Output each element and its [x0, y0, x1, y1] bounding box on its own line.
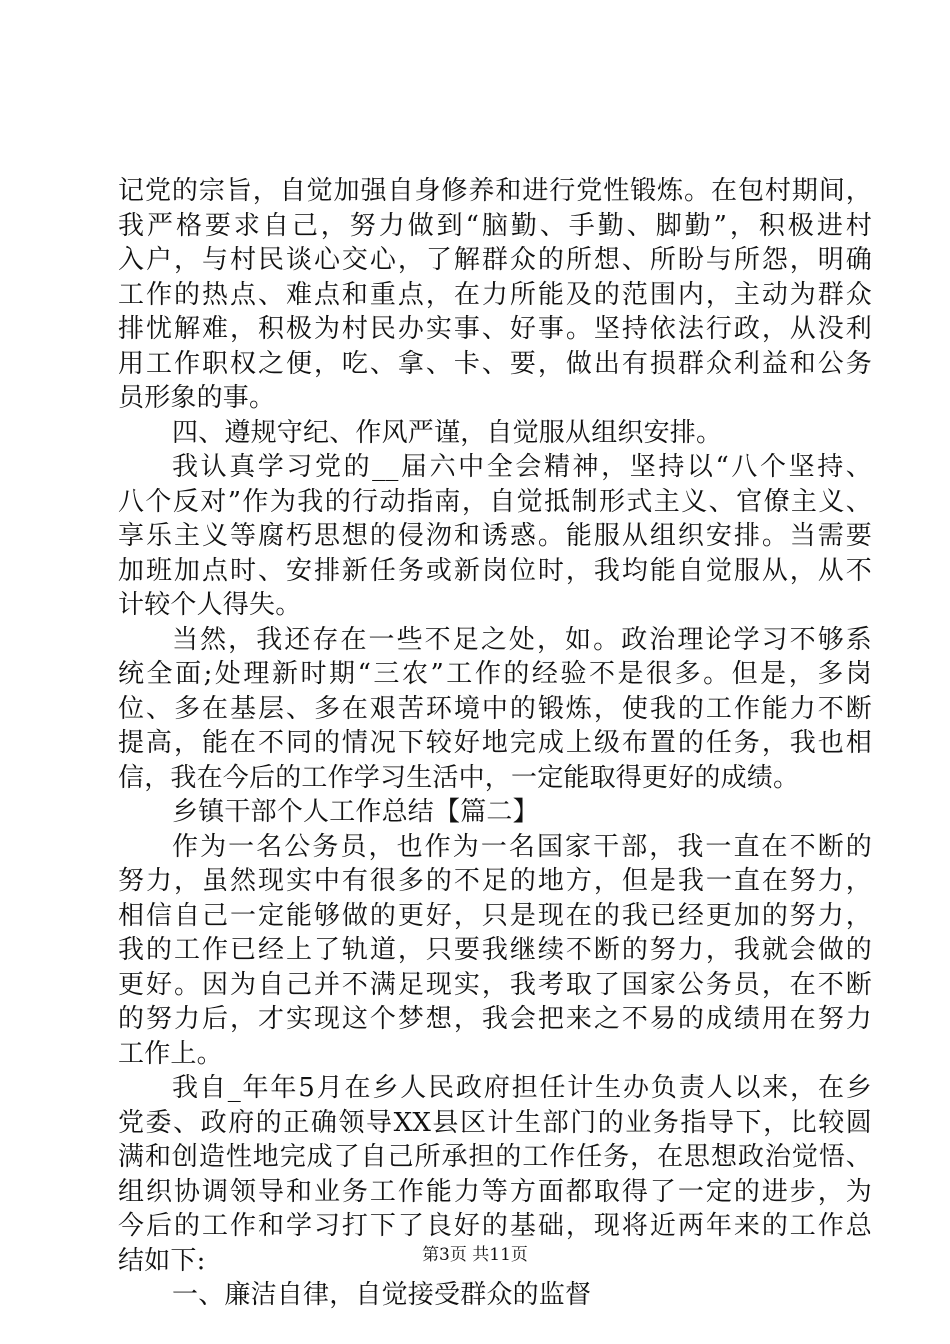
- text-line: 满和创造性地完成了自己所承担的工作任务，在思想政治觉悟、: [118, 1142, 872, 1172]
- text-line: 相信自己一定能够做的更好，只是现在的我已经更加的努力，: [118, 900, 872, 931]
- text-line: 计较个人得失。: [118, 590, 302, 620]
- text-line: 记党的宗旨，自觉加强自身修养和进行党性锻炼。在包村期间，: [118, 176, 872, 206]
- text-line: 四、遵规守纪、作风严谨，自觉服从组织安排。: [172, 417, 723, 448]
- text-line: 加班加点时、安排新任务或新岗位时，我均能自觉服从，从不: [118, 555, 872, 586]
- text-line: 入户，与村民谈心交心，了解群众的所想、所盼与所怨，明确: [118, 245, 872, 275]
- text-line: 结如下:: [118, 1245, 206, 1276]
- text-line: 信，我在今后的工作学习生活中，一定能取得更好的成绩。: [118, 762, 800, 793]
- text-line: 当然，我还存在一些不足之处，如。政治理论学习不够系: [172, 624, 872, 655]
- text-line: 我认真学习党的__届六中全会精神，坚持以“八个坚持、: [172, 452, 872, 482]
- text-line: 位、多在基层、多在艰苦环境中的锻炼，使我的工作能力不断: [118, 693, 872, 724]
- text-line: 员形象的事。: [118, 383, 276, 413]
- text-line: 一、廉洁自律，自觉接受群众的监督: [172, 1280, 592, 1310]
- text-line: 组织协调领导和业务工作能力等方面都取得了一定的进步，为: [118, 1176, 872, 1207]
- text-line: 我自_年年5月在乡人民政府担任计生办负责人以来，在乡: [172, 1073, 872, 1103]
- text-line: 党委、政府的正确领导XX县区计生部门的业务指导下，比较圆: [118, 1107, 872, 1138]
- text-line: 统全面;处理新时期“三农”工作的经验不是很多。但是，多岗: [118, 659, 872, 689]
- text-line: 努力，虽然现实中有很多的不足的地方，但是我一直在努力，: [118, 866, 872, 896]
- text-line: 我严格要求自己，努力做到“脑勤、手勤、脚勤”，积极进村: [118, 210, 872, 241]
- document-body: [118, 174, 872, 1313]
- text-line: 更好。因为自己并不满足现实，我考取了国家公务员，在不断: [118, 969, 872, 1000]
- text-line: 享乐主义等腐朽思想的侵沕和诱惑。能服从组织安排。当需要: [118, 521, 872, 551]
- text-line: 八个反对”作为我的行动指南，自觉抵制形式主义、官僚主义、: [118, 486, 872, 517]
- text-line: 工作的热点、难点和重点，在力所能及的范围内，主动为群众: [118, 279, 872, 310]
- text-line: 作为一名公务员，也作为一名国家干部，我一直在不断的: [172, 831, 872, 862]
- text-line: 排忧解难，积极为村民办实事、好事。坚持依法行政，从没利: [118, 314, 872, 344]
- text-line: 用工作职权之便，吃、拿、卡、要，做出有损群众利益和公务: [118, 348, 872, 379]
- text-line: 提高，能在不同的情况下较好地完成上级布置的任务，我也相: [118, 728, 872, 758]
- page-number-footer: 第3页 共11页: [422, 1245, 528, 1265]
- text-line: 我的工作已经上了轨道，只要我继续不断的努力，我就会做的: [118, 935, 872, 965]
- text-line: 乡镇干部个人工作总结【篇二】: [172, 797, 539, 827]
- text-line: 工作上。: [118, 1038, 223, 1069]
- text-line: 今后的工作和学习打下了良好的基础，现将近两年来的工作总: [118, 1211, 872, 1241]
- text-line: 的努力后，才实现这个梦想，我会把来之不易的成绩用在努力: [118, 1004, 872, 1034]
